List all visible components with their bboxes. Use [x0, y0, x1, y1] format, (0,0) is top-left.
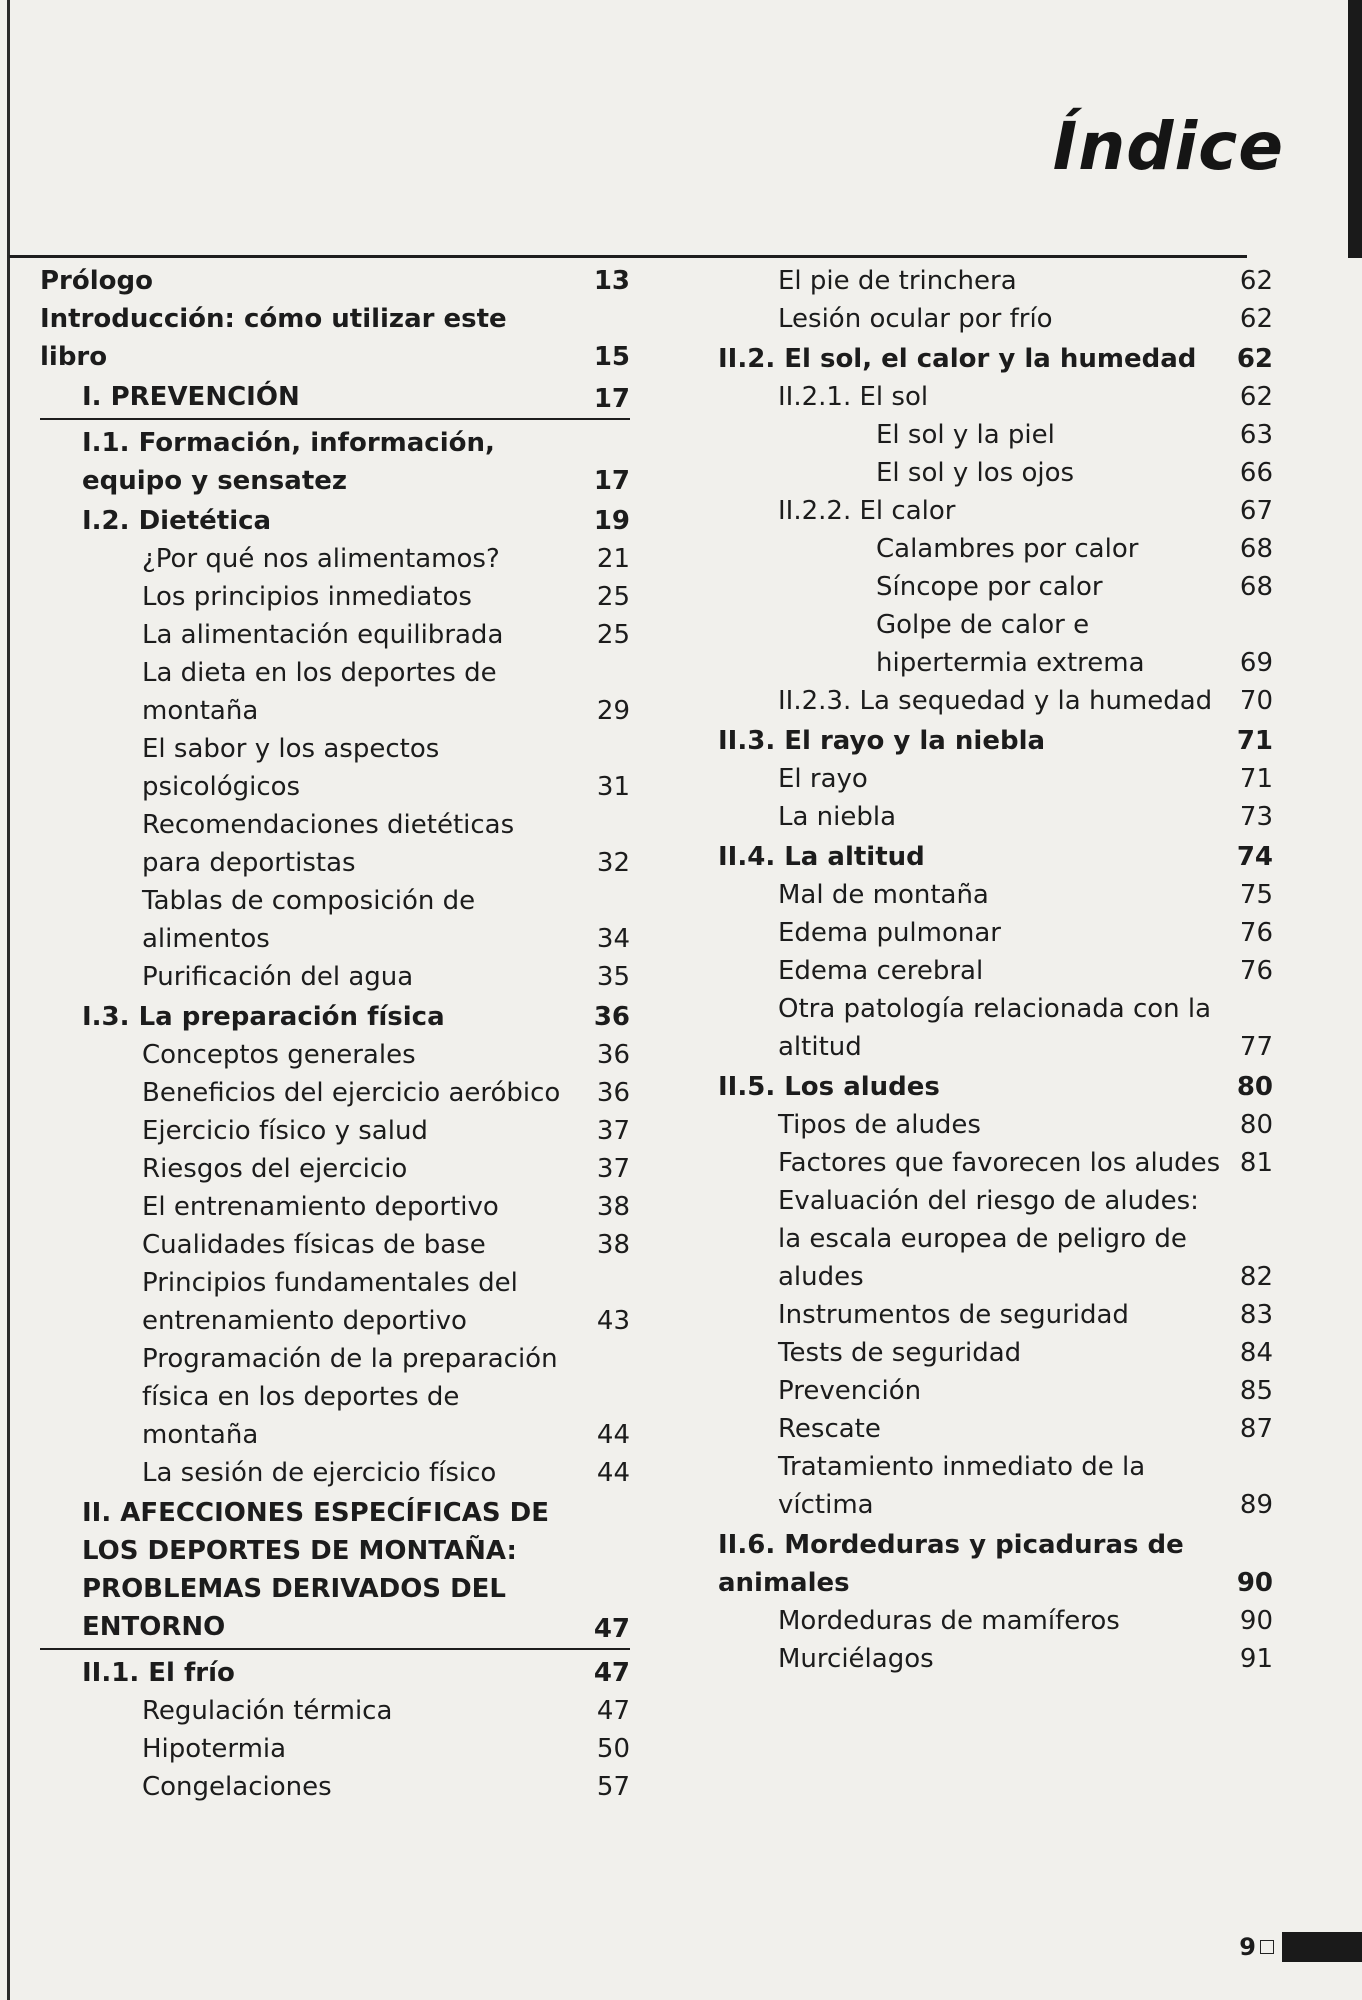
toc-entry-page: 19	[593, 506, 630, 536]
toc-entry-page: 34	[596, 924, 630, 954]
toc-entry-label: Recomendaciones dietéticas para deportistas	[142, 810, 515, 878]
toc-entry-label: Golpe de calor e hipertermia extrema	[876, 610, 1145, 678]
toc-entry-page: 90	[1239, 1606, 1273, 1636]
toc-entry-label: Congelaciones	[142, 1772, 332, 1802]
toc-entry-page: 25	[596, 582, 630, 612]
toc-entry	[718, 798, 1273, 836]
toc-entry-label: La niebla	[778, 802, 897, 832]
toc-entry-page: 84	[1239, 1338, 1273, 1368]
toc-entry	[40, 262, 630, 300]
toc-entry-label: Murciélagos	[778, 1644, 934, 1674]
toc-entry-page: 89	[1239, 1490, 1273, 1520]
toc-entry	[718, 876, 1273, 914]
toc-entry-label: II.2.2. El calor	[778, 496, 956, 526]
toc-entry	[718, 722, 1273, 760]
toc-entry-page: 36	[596, 1078, 630, 1108]
toc-entry-page: 50	[596, 1734, 630, 1764]
toc-entry-label: El sol y la piel	[876, 420, 1055, 450]
toc-entry	[40, 1340, 630, 1454]
toc-entry-page: 85	[1239, 1376, 1273, 1406]
chapter-tab	[1348, 0, 1362, 258]
toc-entry	[40, 540, 630, 578]
toc-entry-label: El entrenamiento deportivo	[142, 1192, 499, 1222]
toc-entry-label: Tipos de aludes	[778, 1110, 981, 1140]
toc-entry-page: 76	[1239, 918, 1273, 948]
toc-entry	[718, 1106, 1273, 1144]
toc-entry	[718, 990, 1273, 1066]
toc-entry-label: I.1. Formación, información, equipo y sensatez	[82, 428, 495, 496]
toc-entry	[718, 300, 1273, 338]
toc-entry	[40, 1036, 630, 1074]
toc-entry	[40, 730, 630, 806]
toc-entry	[718, 1068, 1273, 1106]
toc-entry	[718, 416, 1273, 454]
toc-entry-page: 70	[1239, 686, 1273, 716]
toc-entry-page: 80	[1236, 1072, 1273, 1102]
toc-entry	[40, 616, 630, 654]
toc-entry	[718, 914, 1273, 952]
toc-entry-page: 43	[596, 1306, 630, 1336]
toc-entry-page: 68	[1239, 572, 1273, 602]
toc-entry	[40, 1454, 630, 1492]
toc-entry-label: Hipotermia	[142, 1734, 287, 1764]
toc-entry-label: Otra patología relacionada con la altitud	[778, 994, 1212, 1062]
toc-entry-label: II.3. El rayo y la niebla	[718, 726, 1046, 756]
title-divider	[9, 255, 1247, 258]
toc-entry-label: Regulación térmica	[142, 1696, 393, 1726]
toc-entry-label: El rayo	[778, 764, 868, 794]
toc-entry	[40, 1226, 630, 1264]
toc-entry	[40, 378, 630, 420]
toc-entry	[40, 1692, 630, 1730]
toc-entry-label: La dieta en los deportes de montaña	[142, 658, 497, 726]
toc-entry-page: 91	[1239, 1644, 1273, 1674]
toc-entry	[40, 1768, 630, 1806]
toc-entry-label: Síncope por calor	[876, 572, 1103, 602]
toc-entry-label: Purificación del agua	[142, 962, 414, 992]
toc-entry-label: ¿Por qué nos alimentamos?	[142, 544, 500, 574]
toc-entry-label: Edema cerebral	[778, 956, 984, 986]
footer-bar	[1282, 1932, 1362, 1962]
toc-entry-page: 35	[596, 962, 630, 992]
toc-entry-page: 15	[593, 342, 630, 372]
square-icon	[1260, 1940, 1274, 1954]
toc-entry-label: Cualidades físicas de base	[142, 1230, 486, 1260]
toc-entry	[718, 530, 1273, 568]
toc-entry-label: Factores que favorecen los aludes	[778, 1148, 1221, 1178]
toc-entry-page: 47	[593, 1658, 630, 1688]
toc-entry-label: II.6. Mordeduras y picaduras de animales	[718, 1530, 1184, 1598]
toc-entry	[718, 1602, 1273, 1640]
toc-entry	[718, 1334, 1273, 1372]
toc-entry-page: 81	[1239, 1148, 1273, 1178]
toc-entry-page: 62	[1236, 344, 1273, 374]
toc-entry-page: 36	[593, 1002, 630, 1032]
toc-entry-page: 62	[1239, 304, 1273, 334]
toc-entry	[40, 1074, 630, 1112]
toc-entry-page: 67	[1239, 496, 1273, 526]
toc-entry	[40, 424, 630, 500]
toc-entry	[40, 1494, 630, 1650]
toc-entry	[40, 654, 630, 730]
toc-entry-page: 57	[596, 1772, 630, 1802]
toc-entry	[40, 1188, 630, 1226]
toc-entry	[718, 1410, 1273, 1448]
toc-entry-page: 74	[1236, 842, 1273, 872]
toc-entry-page: 44	[596, 1458, 630, 1488]
toc-entry-label: Tratamiento inmediato de la víctima	[778, 1452, 1146, 1520]
toc-entry	[40, 958, 630, 996]
toc-entry-page: 29	[596, 696, 630, 726]
toc-entry-page: 69	[1239, 648, 1273, 678]
toc-entry	[718, 760, 1273, 798]
toc-entry-page: 38	[596, 1230, 630, 1260]
toc-entry-label: Tests de seguridad	[778, 1338, 1022, 1368]
toc-entry-label: Instrumentos de seguridad	[778, 1300, 1129, 1330]
toc-entry-page: 68	[1239, 534, 1273, 564]
toc-entry	[40, 502, 630, 540]
toc-left-column	[40, 262, 630, 1806]
toc-entry-page: 87	[1239, 1414, 1273, 1444]
toc-entry-page: 47	[596, 1696, 630, 1726]
toc-entry-page: 37	[596, 1154, 630, 1184]
toc-right-column	[718, 262, 1273, 1678]
toc-entry	[718, 378, 1273, 416]
toc-entry	[718, 682, 1273, 720]
toc-entry-page: 62	[1239, 266, 1273, 296]
toc-entry-label: Prólogo	[40, 266, 153, 296]
page-number: 9	[1239, 1933, 1256, 1961]
toc-entry	[718, 952, 1273, 990]
toc-entry-page: 37	[596, 1116, 630, 1146]
toc-entry-label: II.2.3. La sequedad y la humedad	[778, 686, 1213, 716]
toc-entry-label: II.2.1. El sol	[778, 382, 929, 412]
toc-entry	[40, 578, 630, 616]
toc-entry-page: 71	[1236, 726, 1273, 756]
toc-entry-label: II.5. Los aludes	[718, 1072, 940, 1102]
toc-entry-page: 17	[593, 384, 630, 414]
toc-entry	[40, 1654, 630, 1692]
toc-entry-label: II.2. El sol, el calor y la humedad	[718, 344, 1197, 374]
toc-entry	[40, 1730, 630, 1768]
toc-entry-page: 38	[596, 1192, 630, 1222]
page-title: Índice	[1052, 108, 1284, 185]
toc-entry	[718, 262, 1273, 300]
left-margin-rule	[7, 0, 10, 2000]
toc-entry	[718, 1448, 1273, 1524]
toc-entry	[40, 1264, 630, 1340]
toc-entry-label: Conceptos generales	[142, 1040, 416, 1070]
toc-entry	[718, 568, 1273, 606]
toc-entry-label: II.1. El frío	[82, 1658, 235, 1688]
toc-entry-label: Ejercicio físico y salud	[142, 1116, 428, 1146]
toc-entry	[718, 454, 1273, 492]
toc-entry	[40, 998, 630, 1036]
toc-entry-page: 36	[596, 1040, 630, 1070]
toc-entry-label: El sabor y los aspectos psicológicos	[142, 734, 440, 802]
toc-entry-page: 80	[1239, 1110, 1273, 1140]
toc-entry-label: I. PREVENCIÓN	[82, 382, 300, 412]
toc-entry-label: Mordeduras de mamíferos	[778, 1606, 1120, 1636]
toc-entry-label: Rescate	[778, 1414, 881, 1444]
toc-entry-label: Lesión ocular por frío	[778, 304, 1053, 334]
toc-entry-page: 83	[1239, 1300, 1273, 1330]
toc-entry-label: Prevención	[778, 1376, 922, 1406]
toc-entry	[718, 492, 1273, 530]
toc-entry-page: 66	[1239, 458, 1273, 488]
page-footer	[1239, 1932, 1362, 1962]
toc-entry	[718, 1144, 1273, 1182]
toc-entry-label: Los principios inmediatos	[142, 582, 472, 612]
toc-entry-label: I.2. Dietética	[82, 506, 272, 536]
toc-entry-page: 47	[593, 1614, 630, 1644]
toc-entry-page: 17	[593, 466, 630, 496]
toc-entry-label: Mal de montaña	[778, 880, 989, 910]
toc-entry	[718, 1640, 1273, 1678]
toc-entry-page: 76	[1239, 956, 1273, 986]
toc-entry	[40, 300, 630, 376]
toc-entry-page: 73	[1239, 802, 1273, 832]
toc-entry-label: El pie de trinchera	[778, 266, 1017, 296]
toc-entry-page: 63	[1239, 420, 1273, 450]
toc-entry-label: El sol y los ojos	[876, 458, 1075, 488]
toc-entry	[718, 1526, 1273, 1602]
toc-entry	[718, 606, 1273, 682]
toc-entry-label: La sesión de ejercicio físico	[142, 1458, 497, 1488]
toc-entry	[718, 1182, 1273, 1296]
toc-entry-label: II. AFECCIONES ESPECÍFICAS DE LOS DEPORTES DE MONTAÑA: PROBLEMAS DERIVADOS DEL ENTORNO	[82, 1498, 549, 1642]
toc-entry	[718, 838, 1273, 876]
toc-entry-page: 44	[596, 1420, 630, 1450]
toc-entry-label: Evaluación del riesgo de aludes: la escala europea de peligro de aludes	[778, 1186, 1199, 1292]
toc-entry-page: 75	[1239, 880, 1273, 910]
toc-entry	[718, 340, 1273, 378]
toc-entry-page: 77	[1239, 1032, 1273, 1062]
toc-entry-label: II.4. La altitud	[718, 842, 925, 872]
toc-entry-page: 32	[596, 848, 630, 878]
toc-entry-page: 31	[596, 772, 630, 802]
toc-entry-page: 25	[596, 620, 630, 650]
toc-entry-label: Programación de la preparación física en los deportes de montaña	[142, 1344, 558, 1450]
toc-entry-label: Introducción: cómo utilizar este libro	[40, 304, 507, 372]
toc-entry-label: Beneficios del ejercicio aeróbico	[142, 1078, 561, 1108]
toc-entry	[40, 1150, 630, 1188]
toc-entry-label: Tablas de composición de alimentos	[142, 886, 476, 954]
toc-entry	[718, 1372, 1273, 1410]
toc-entry-label: Principios fundamentales del entrenamiento deportivo	[142, 1268, 518, 1336]
toc-entry	[40, 806, 630, 882]
toc-entry	[40, 1112, 630, 1150]
toc-entry-page: 21	[596, 544, 630, 574]
toc-entry	[718, 1296, 1273, 1334]
toc-entry-label: La alimentación equilibrada	[142, 620, 504, 650]
toc-entry-label: Riesgos del ejercicio	[142, 1154, 408, 1184]
toc-entry-label: Calambres por calor	[876, 534, 1139, 564]
toc-entry-label: I.3. La preparación física	[82, 1002, 445, 1032]
toc-entry	[40, 882, 630, 958]
toc-entry-page: 82	[1239, 1262, 1273, 1292]
toc-entry-label: Edema pulmonar	[778, 918, 1001, 948]
toc-entry-page: 71	[1239, 764, 1273, 794]
toc-entry-page: 90	[1236, 1568, 1273, 1598]
toc-entry-page: 13	[593, 266, 630, 296]
toc-entry-page: 62	[1239, 382, 1273, 412]
